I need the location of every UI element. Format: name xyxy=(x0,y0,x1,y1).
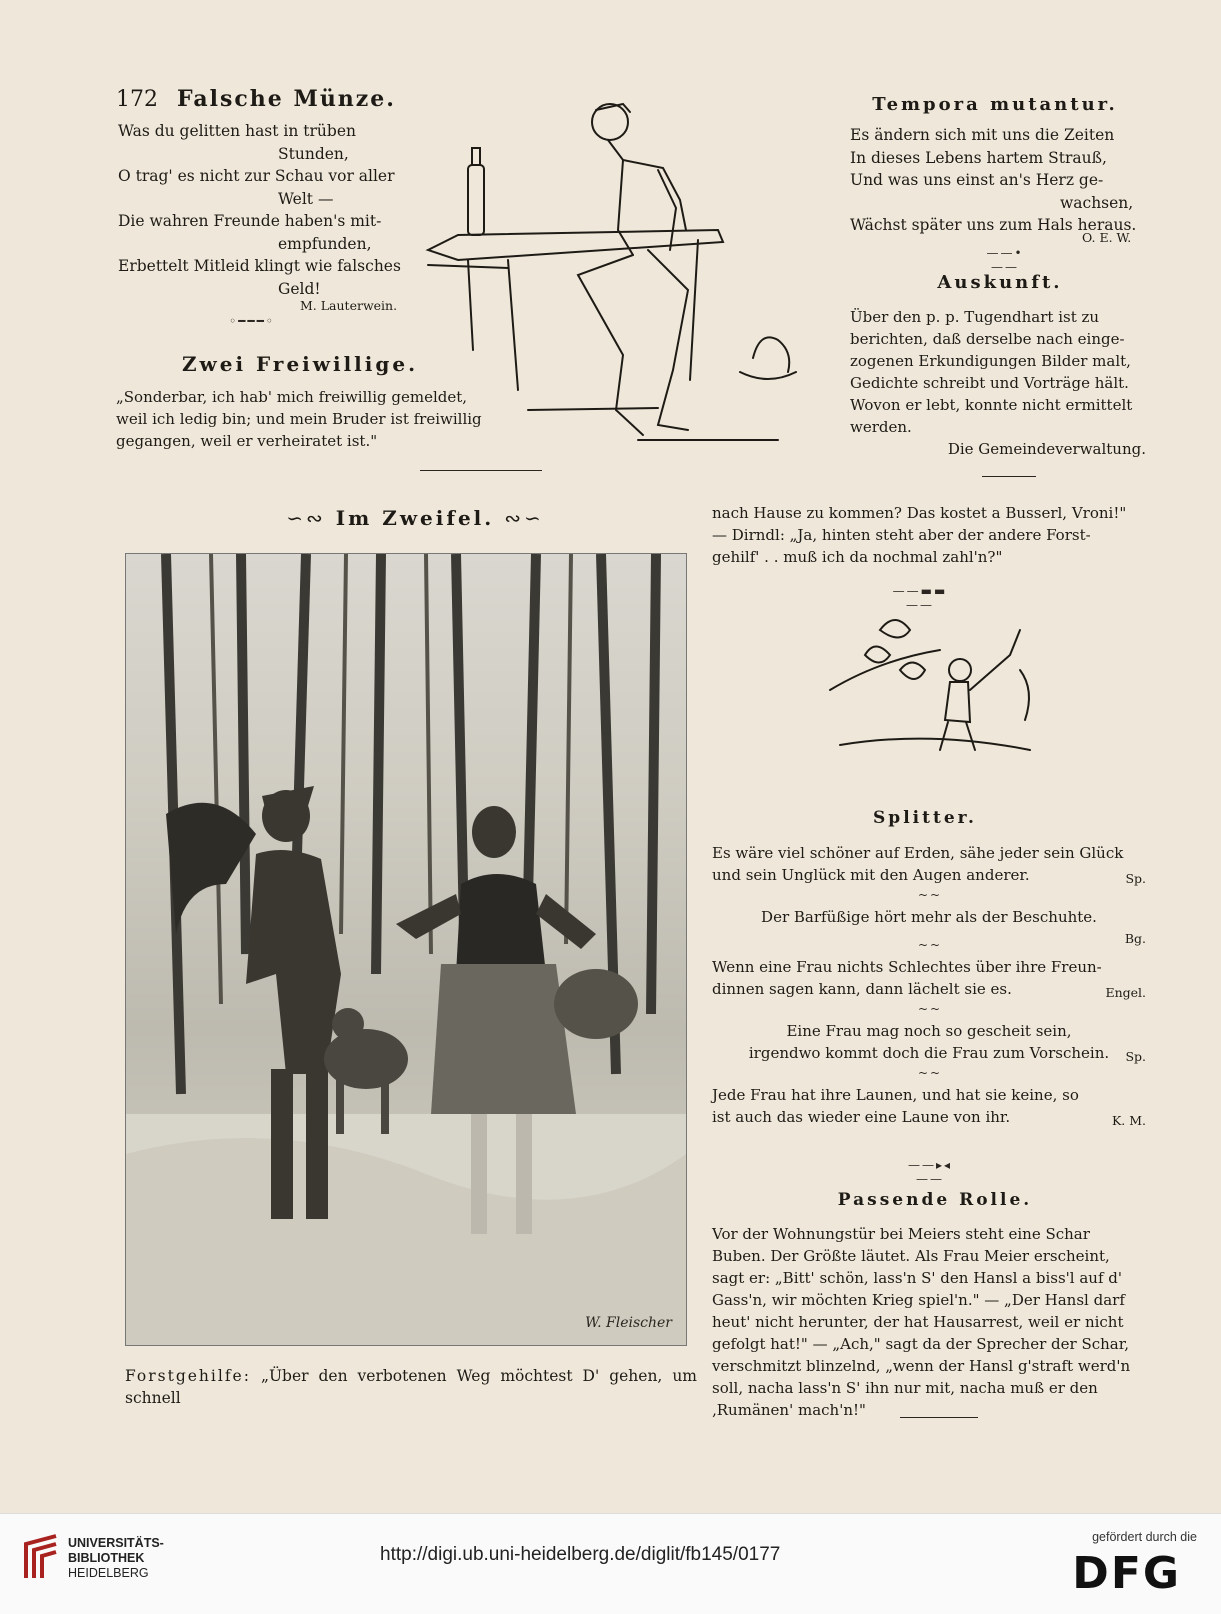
splitter-line: Jede Frau hat ihre Launen, und hat sie keine, so xyxy=(712,1086,1079,1104)
poem-falsche-muenze xyxy=(118,120,408,300)
verse-line: Was du gelitten hast in trüben xyxy=(118,122,356,140)
splitter-signature: K. M. xyxy=(1111,1113,1146,1128)
ornament-divider: ◦━━━◦ xyxy=(229,314,275,328)
illustration-im-zweifel xyxy=(125,553,687,1346)
digital-library-footer xyxy=(0,1513,1221,1614)
text-line: gegangen, weil er verheiratet ist." xyxy=(116,432,378,450)
tilde-separator-icon: ~~ xyxy=(917,1002,943,1016)
vignette-gnome-flowers xyxy=(820,610,1050,780)
text-line: gehilf' . . muß ich da nochmal zahl'n?" xyxy=(712,548,1003,566)
arrow-divider: ——▸◂—— xyxy=(907,1158,953,1186)
verse-line: Wächst später uns zum Hals heraus. xyxy=(850,216,1137,234)
divider-line xyxy=(982,476,1036,477)
text-line: verschmitzt blinzelnd, „wenn der Hansl g'straft werd'n xyxy=(712,1357,1131,1375)
verse-line: Welt — xyxy=(278,189,334,208)
splitter-line: Es wäre viel schöner auf Erden, sähe jeder sein Glück xyxy=(712,844,1124,862)
library-line-2: BIBLIOTHEK xyxy=(68,1551,145,1565)
verse-line: Geld! xyxy=(278,279,321,298)
dfg-logo: DFG xyxy=(1072,1548,1181,1599)
verse-line: Und was uns einst an's Herz ge- xyxy=(850,171,1104,189)
text-line: „Sonderbar, ich hab' mich freiwillig gemeldet, xyxy=(116,388,468,406)
splitter-line: ist auch das wieder eine Laune von ihr. xyxy=(712,1108,1011,1126)
section-title-im-zweifel xyxy=(280,506,550,530)
library-line-1: UNIVERSITÄTS- xyxy=(68,1536,164,1550)
library-name xyxy=(68,1536,164,1581)
flourish-right-icon: ∾∽ xyxy=(504,506,544,530)
splitter-line: dinnen sagen kann, dann lächelt sie es. xyxy=(712,980,1012,998)
tilde-separator-icon: ~~ xyxy=(917,888,943,902)
text-line: ‚Rumänen' mach'n!" xyxy=(712,1401,866,1419)
text-line: zogenen Erkundigungen Bilder malt, xyxy=(850,352,1131,370)
text-line: Gass'n, wir möchten Krieg spiel'n." — „Der Hansl darf xyxy=(712,1291,1125,1309)
verse-line: O trag' es nicht zur Schau vor aller xyxy=(118,167,395,185)
text-line: werden. xyxy=(850,418,912,436)
text-line: sagt er: „Bitt' schön, lass'n S' den Hansl a biss'l auf d' xyxy=(712,1269,1122,1287)
verse-line: Es ändern sich mit uns die Zeiten xyxy=(850,126,1115,144)
text-passende-rolle xyxy=(712,1223,1146,1421)
divider-line xyxy=(420,470,542,471)
section-title-splitter: Splitter. xyxy=(873,808,977,828)
text-line: gefolgt hat!" — „Ach," sagt da der Sprecher der Schar, xyxy=(712,1335,1130,1353)
artist-signature: W. Fleischer xyxy=(585,1315,672,1331)
verse-line: wachsen, xyxy=(1060,193,1134,212)
splitter-signature: Sp. xyxy=(1125,1049,1146,1064)
splitter-line: irgendwo kommt doch die Frau zum Vorschein. xyxy=(748,1044,1110,1062)
text-line: heut' nicht herunter, der hat Hausarrest, weil er nicht xyxy=(712,1313,1124,1331)
tilde-separator-icon: ~~ xyxy=(917,1066,943,1080)
text-line: soll, nacha lass'n S' ihn nur mit, nacha muß er den xyxy=(712,1379,1098,1397)
verse-line: Stunden, xyxy=(278,144,349,163)
text-auskunft xyxy=(850,306,1146,438)
text-line: weil ich ledig bin; und mein Bruder ist freiwillig xyxy=(116,410,482,428)
splitter-line: Wenn eine Frau nichts Schlechtes über ihre Freun- xyxy=(712,958,1102,976)
dash-divider: ——▬▬—— xyxy=(892,584,948,612)
splitter-item xyxy=(712,1084,1146,1132)
splitter-signature: Engel. xyxy=(1105,985,1146,1000)
verse-line: Erbettelt Mitleid klingt wie falsches xyxy=(118,257,401,275)
section-title-passende-rolle: Passende Rolle. xyxy=(837,1190,1033,1210)
splitter-line: und sein Unglück mit den Augen anderer. xyxy=(712,866,1030,884)
text-line: berichten, daß derselbe nach einge- xyxy=(850,330,1125,348)
signature-gemeindeverwaltung: Die Gemeindeverwaltung. xyxy=(947,440,1146,458)
text-line: Vor der Wohnungstür bei Meiers steht eine Schar xyxy=(712,1225,1090,1243)
verse-line: empfunden, xyxy=(278,234,372,253)
tilde-separator-icon: ~~ xyxy=(917,938,943,952)
section-title-zwei-freiwillige: Zwei Freiwillige. xyxy=(181,352,419,376)
splitter-item xyxy=(712,1020,1146,1068)
caption-speaker: Forstgehilfe: xyxy=(125,1367,251,1385)
caption-continuation xyxy=(712,502,1146,568)
text-line: Gedichte schreibt und Vorträge hält. xyxy=(850,374,1129,392)
caption-im-zweifel xyxy=(125,1365,697,1409)
verse-line: In dieses Lebens hartem Strauß, xyxy=(850,148,1107,167)
poem-title-falsche-muenze: Falsche Münze. xyxy=(177,86,396,112)
verse-line: Die wahren Freunde haben's mit- xyxy=(118,212,382,230)
page-header xyxy=(116,86,396,112)
flourish-left-icon: ∽∾ xyxy=(286,506,326,530)
sketch-man-on-bench xyxy=(418,90,808,460)
poem-tempora xyxy=(850,124,1150,237)
im-zweifel-title: Im Zweifel. xyxy=(335,506,495,530)
splitter-item xyxy=(712,956,1146,1004)
splitter-item xyxy=(712,842,1146,890)
page-number: 172 xyxy=(116,87,158,112)
library-logo-icon xyxy=(22,1534,60,1582)
poem-author: M. Lauterwein. xyxy=(300,298,398,313)
permalink-url[interactable]: http://digi.ub.uni-heidelberg.de/diglit/fb145/0177 xyxy=(380,1544,781,1565)
text-line: Wovon er lebt, konnte nicht ermittelt xyxy=(850,396,1133,414)
poem-title-tempora: Tempora mutantur. xyxy=(872,94,1118,115)
section-title-auskunft: Auskunft. xyxy=(937,272,1063,293)
dot-divider: ——•—— xyxy=(986,246,1024,274)
splitter-signature: Sp. xyxy=(1125,871,1146,886)
forest-scene xyxy=(126,554,686,1345)
funding-note: gefördert durch die xyxy=(1092,1530,1197,1544)
splitter-signature: Bg. xyxy=(1124,931,1146,946)
text-line: nach Hause zu kommen? Das kostet a Busserl, Vroni!" xyxy=(712,504,1127,522)
poem-author-tempora: O. E. W. xyxy=(1082,230,1132,245)
text-line: — Dirndl: „Ja, hinten steht aber der andere Forst- xyxy=(712,526,1091,544)
text-line: Über den p. p. Tugendhart ist zu xyxy=(850,308,1100,326)
splitter-line: Eine Frau mag noch so gescheit sein, xyxy=(786,1022,1072,1040)
library-line-3: HEIDELBERG xyxy=(68,1566,149,1580)
caption-text: „Über den verbotenen Weg möchtest D' gehen, um schnell xyxy=(125,1367,697,1407)
end-rule xyxy=(900,1417,978,1418)
splitter-line: Der Barfüßige hört mehr als der Beschuhte. xyxy=(761,908,1097,926)
text-line: Buben. Der Größte läutet. Als Frau Meier erscheint, xyxy=(712,1247,1110,1265)
